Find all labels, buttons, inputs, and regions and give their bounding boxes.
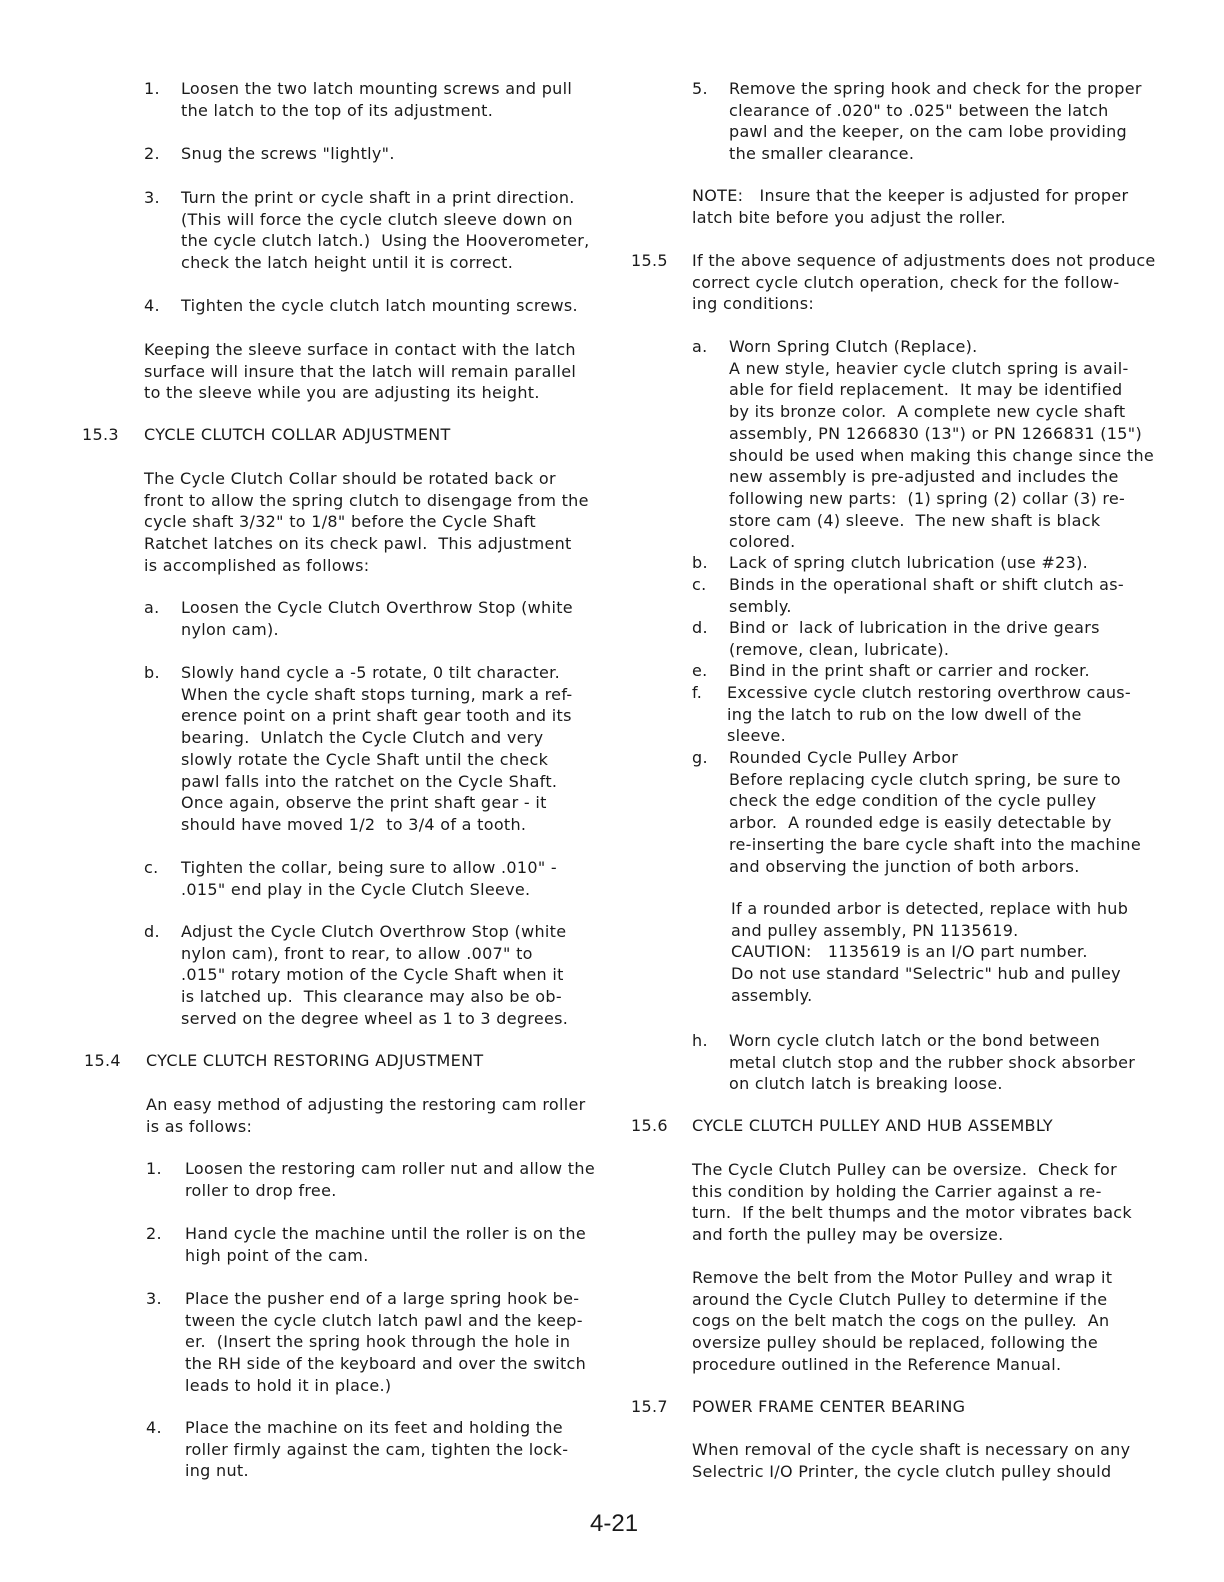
item-number: 2. xyxy=(144,144,160,163)
step-text: Rounded Cycle Pulley Arbor Before replacing cycle clutch spring, be sure to check the edge condition of the cycle pulley arbor. A rounded edge is easily detectable by re-inserting the bare cycle shaft into the machine and observing the junction of both arbors. xyxy=(729,748,1142,876)
section-number: 15.3 xyxy=(82,425,119,444)
step-text: Bind in the print shaft or carrier and rocker. xyxy=(729,661,1090,680)
item-letter: h. xyxy=(692,1031,708,1050)
step-text: Adjust the Cycle Clutch Overthrow Stop (white nylon cam), front to rear, to allow .007" to .015" rotary motion of the Cycle Shaft when it is latched up. This clearance may also be ob- served on the degree wheel as 1 to 3 degrees. xyxy=(181,922,569,1028)
step-text: Slowly hand cycle a -5 rotate, 0 tilt character. When the cycle shaft stops turning, mark a ref- erence point on a print shaft gear tooth and its bearing. Unlatch the Cycle Clutch and very slowly rotate the Cycle Shaft until the check pawl falls into the ratchet on the Cycle Shaft. Once again, observe the print shaft gear - it should have moved 1/2 to 3/4 of a tooth. xyxy=(181,663,573,834)
paragraph: Remove the belt from the Motor Pulley and wrap it around the Cycle Clutch Pulley to determine if the cogs on the belt match the cogs on the pulley. An oversize pulley should be replaced, following the procedure outlined in the Reference Manual. xyxy=(692,1268,1113,1374)
step-text: Excessive cycle clutch restoring overthrow caus- ing the latch to rub on the low dwell of the sleeve. xyxy=(727,683,1131,746)
section-title: CYCLE CLUTCH COLLAR ADJUSTMENT xyxy=(144,425,451,444)
step-text: Place the pusher end of a large spring hook be- tween the cycle clutch latch pawl and the keep- er. (Insert the spring hook through the hole in the RH side of the keyboard and over the switch leads to hold it in place.) xyxy=(185,1289,587,1395)
paragraph: The Cycle Clutch Collar should be rotated back or front to allow the spring clutch to disengage from the cycle shaft 3/32" to 1/8" before the Cycle Shaft Ratchet latches on its check pawl. This adjustment is accomplished as follows: xyxy=(144,469,589,575)
item-number: 4. xyxy=(146,1418,162,1437)
section-number: 15.4 xyxy=(84,1051,121,1070)
item-number: 1. xyxy=(146,1159,162,1178)
item-letter: a. xyxy=(692,337,708,356)
step-text: Binds in the operational shaft or shift clutch as- sembly. xyxy=(729,575,1124,616)
step-text: Worn cycle clutch latch or the bond between metal clutch stop and the rubber shock absorber on clutch latch is breaking loose. xyxy=(729,1031,1136,1094)
section-title: CYCLE CLUTCH RESTORING ADJUSTMENT xyxy=(146,1051,484,1070)
item-number: 1. xyxy=(144,79,160,98)
item-number: 4. xyxy=(144,296,160,315)
paragraph: If the above sequence of adjustments does not produce correct cycle clutch operation, check for the follow- ing conditions: xyxy=(692,251,1156,314)
step-text: Loosen the restoring cam roller nut and allow the roller to drop free. xyxy=(185,1159,595,1200)
step-text: Remove the spring hook and check for the proper clearance of .020" to .025" between the latch pawl and the keeper, on the cam lobe providing the smaller clearance. xyxy=(729,79,1142,164)
step-text: Loosen the two latch mounting screws and pull the latch to the top of its adjustment. xyxy=(181,79,573,120)
paragraph: If a rounded arbor is detected, replace with hub and pulley assembly, PN 1135619. CAUTION: 1135619 is an I/O part number. Do not use standard "Selectric" hub and pulley assembly. xyxy=(731,899,1129,1005)
item-letter: c. xyxy=(144,858,159,877)
step-text: Snug the screws "lightly". xyxy=(181,144,395,163)
step-text: Bind or lack of lubrication in the drive gears (remove, clean, lubricate). xyxy=(729,618,1100,659)
section-number: 15.6 xyxy=(631,1116,668,1135)
page-number: 4-21 xyxy=(590,1510,639,1537)
paragraph: Keeping the sleeve surface in contact with the latch surface will insure that the latch will remain parallel to the sleeve while you are adjusting its height. xyxy=(144,340,577,403)
item-number: 2. xyxy=(146,1224,162,1243)
step-text: Lack of spring clutch lubrication (use #23). xyxy=(729,553,1088,572)
item-letter: a. xyxy=(144,598,160,617)
step-text: Tighten the collar, being sure to allow .010" - .015" end play in the Cycle Clutch Sleeve. xyxy=(181,858,557,899)
step-text: Tighten the cycle clutch latch mounting screws. xyxy=(181,296,578,315)
section-title: CYCLE CLUTCH PULLEY AND HUB ASSEMBLY xyxy=(692,1116,1053,1135)
item-letter: c. xyxy=(692,575,707,594)
item-letter: d. xyxy=(144,922,160,941)
item-letter: d. xyxy=(692,618,708,637)
paragraph: When removal of the cycle shaft is necessary on any Selectric I/O Printer, the cycle clutch pulley should xyxy=(692,1440,1131,1481)
item-number: 5. xyxy=(692,79,708,98)
item-number: 3. xyxy=(146,1289,162,1308)
section-title: POWER FRAME CENTER BEARING xyxy=(692,1397,966,1416)
step-text: Loosen the Cycle Clutch Overthrow Stop (white nylon cam). xyxy=(181,598,573,639)
item-letter: e. xyxy=(692,661,708,680)
item-number: 3. xyxy=(144,188,160,207)
item-letter: b. xyxy=(692,553,708,572)
paragraph: The Cycle Clutch Pulley can be oversize. Check for this condition by holding the Carrier against a re- turn. If the belt thumps and the motor vibrates back and forth the pulley may be oversize. xyxy=(692,1160,1132,1245)
step-text: Hand cycle the machine until the roller is on the high point of the cam. xyxy=(185,1224,586,1265)
section-number: 15.7 xyxy=(631,1397,668,1416)
note: NOTE: Insure that the keeper is adjusted for proper latch bite before you adjust the roller. xyxy=(692,186,1129,227)
step-text: Place the machine on its feet and holding the roller firmly against the cam, tighten the lock- ing nut. xyxy=(185,1418,569,1481)
item-letter: f. xyxy=(692,683,703,702)
section-number: 15.5 xyxy=(631,251,668,270)
step-text: Worn Spring Clutch (Replace). A new style, heavier cycle clutch spring is avail- able for field replacement. It may be identified by its bronze color. A complete new cycle shaft assembly, PN 1266830 (13") or PN 1266831 (15") should be used when making this change since the new assembly is pre-adjusted and includes the following new parts: (1) spring (2) collar (3) re- store cam (4) sleeve. The new shaft is black colored. xyxy=(729,337,1155,552)
item-letter: g. xyxy=(692,748,708,767)
paragraph: An easy method of adjusting the restoring cam roller is as follows: xyxy=(146,1095,586,1136)
item-letter: b. xyxy=(144,663,160,682)
step-text: Turn the print or cycle shaft in a print direction. (This will force the cycle clutch sleeve down on the cycle clutch latch.) Using the Hooverometer, check the latch height until it is correct. xyxy=(181,188,590,273)
